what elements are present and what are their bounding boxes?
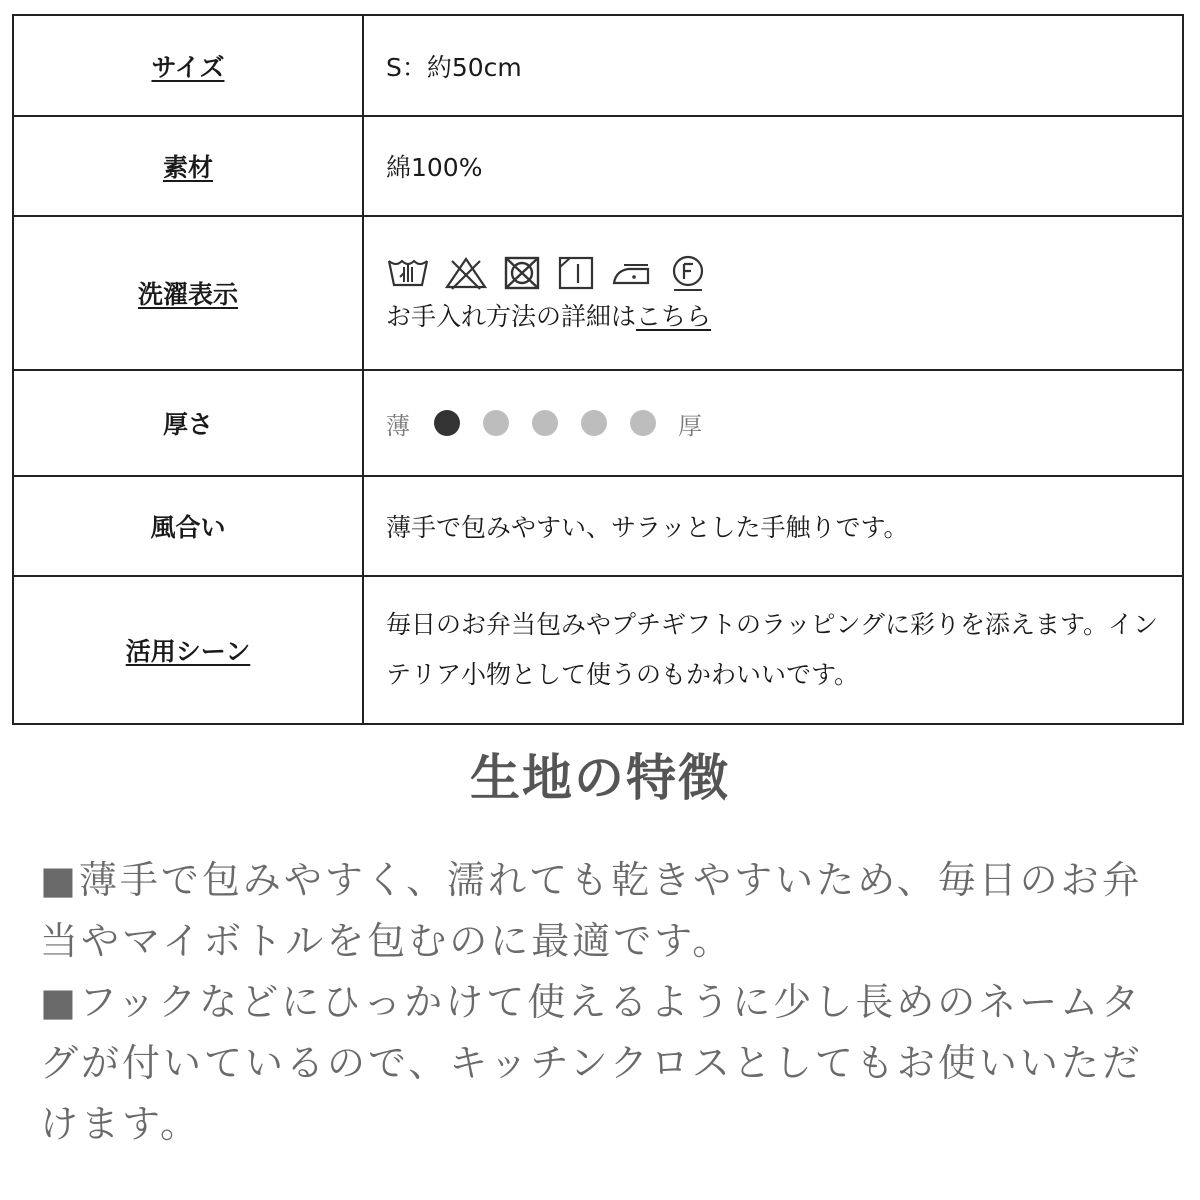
thickness-dot-2	[483, 410, 509, 436]
spec-row-washing	[13, 216, 1183, 370]
feature-item-2: ■フックなどにひっかけて使えるように少し長めのネームタグが付いているので、キッチンクロスとしてもお使いいただけます。	[40, 980, 1143, 1146]
features-list	[40, 850, 1170, 1155]
size-value: S：約50cm	[363, 15, 1183, 116]
size-label[interactable]: サイズ	[151, 52, 225, 82]
hand-wash-icon	[386, 255, 430, 291]
no-tumble-dry-icon	[502, 255, 542, 291]
texture-label: 風合い	[13, 476, 363, 576]
thickness-value	[363, 370, 1183, 476]
care-info	[386, 297, 1164, 333]
care-text: お手入れ方法の詳細は	[386, 302, 637, 331]
usage-value: 毎日のお弁当包みやプチギフトのラッピングに彩りを添えます。インテリア小物として使うのもかわいいです。	[363, 576, 1183, 724]
size-label-cell	[13, 15, 363, 116]
thick-label: 厚	[678, 411, 702, 440]
material-value: 綿100%	[363, 116, 1183, 216]
thickness-label: 厚さ	[13, 370, 363, 476]
spec-row-thickness	[13, 370, 1183, 476]
texture-value: 薄手で包みやすい、サラッとした手触りです。	[363, 476, 1183, 576]
washing-label-cell	[13, 216, 363, 370]
thickness-dot-1	[434, 410, 460, 436]
spec-row-material	[13, 116, 1183, 216]
usage-label-cell	[13, 576, 363, 724]
line-dry-shade-icon	[556, 255, 596, 291]
washing-label[interactable]: 洗濯表示	[137, 280, 238, 309]
spec-row-texture	[13, 476, 1183, 576]
material-label[interactable]: 素材	[162, 153, 213, 182]
thickness-scale	[386, 406, 1164, 441]
thickness-dot-5	[630, 410, 656, 436]
dry-clean-f-icon	[668, 254, 708, 292]
thin-label: 薄	[386, 411, 410, 440]
material-label-cell	[13, 116, 363, 216]
usage-label[interactable]: 活用シーン	[125, 637, 251, 666]
thickness-dot-4	[581, 410, 607, 436]
washing-value	[363, 216, 1183, 370]
care-symbols	[386, 253, 1164, 293]
spec-row-usage	[13, 576, 1183, 724]
spec-table	[12, 14, 1184, 725]
features-title: 生地の特徴	[470, 749, 730, 807]
care-details-link[interactable]: こちら	[636, 302, 712, 331]
feature-item-1: ■薄手で包みやすく、濡れても乾きやすいため、毎日のお弁当やマイボトルを包むのに最適です。	[40, 858, 1143, 963]
spec-row-size	[13, 15, 1183, 116]
no-bleach-icon	[444, 255, 488, 291]
iron-low-icon	[610, 255, 654, 291]
thickness-dot-3	[532, 410, 558, 436]
